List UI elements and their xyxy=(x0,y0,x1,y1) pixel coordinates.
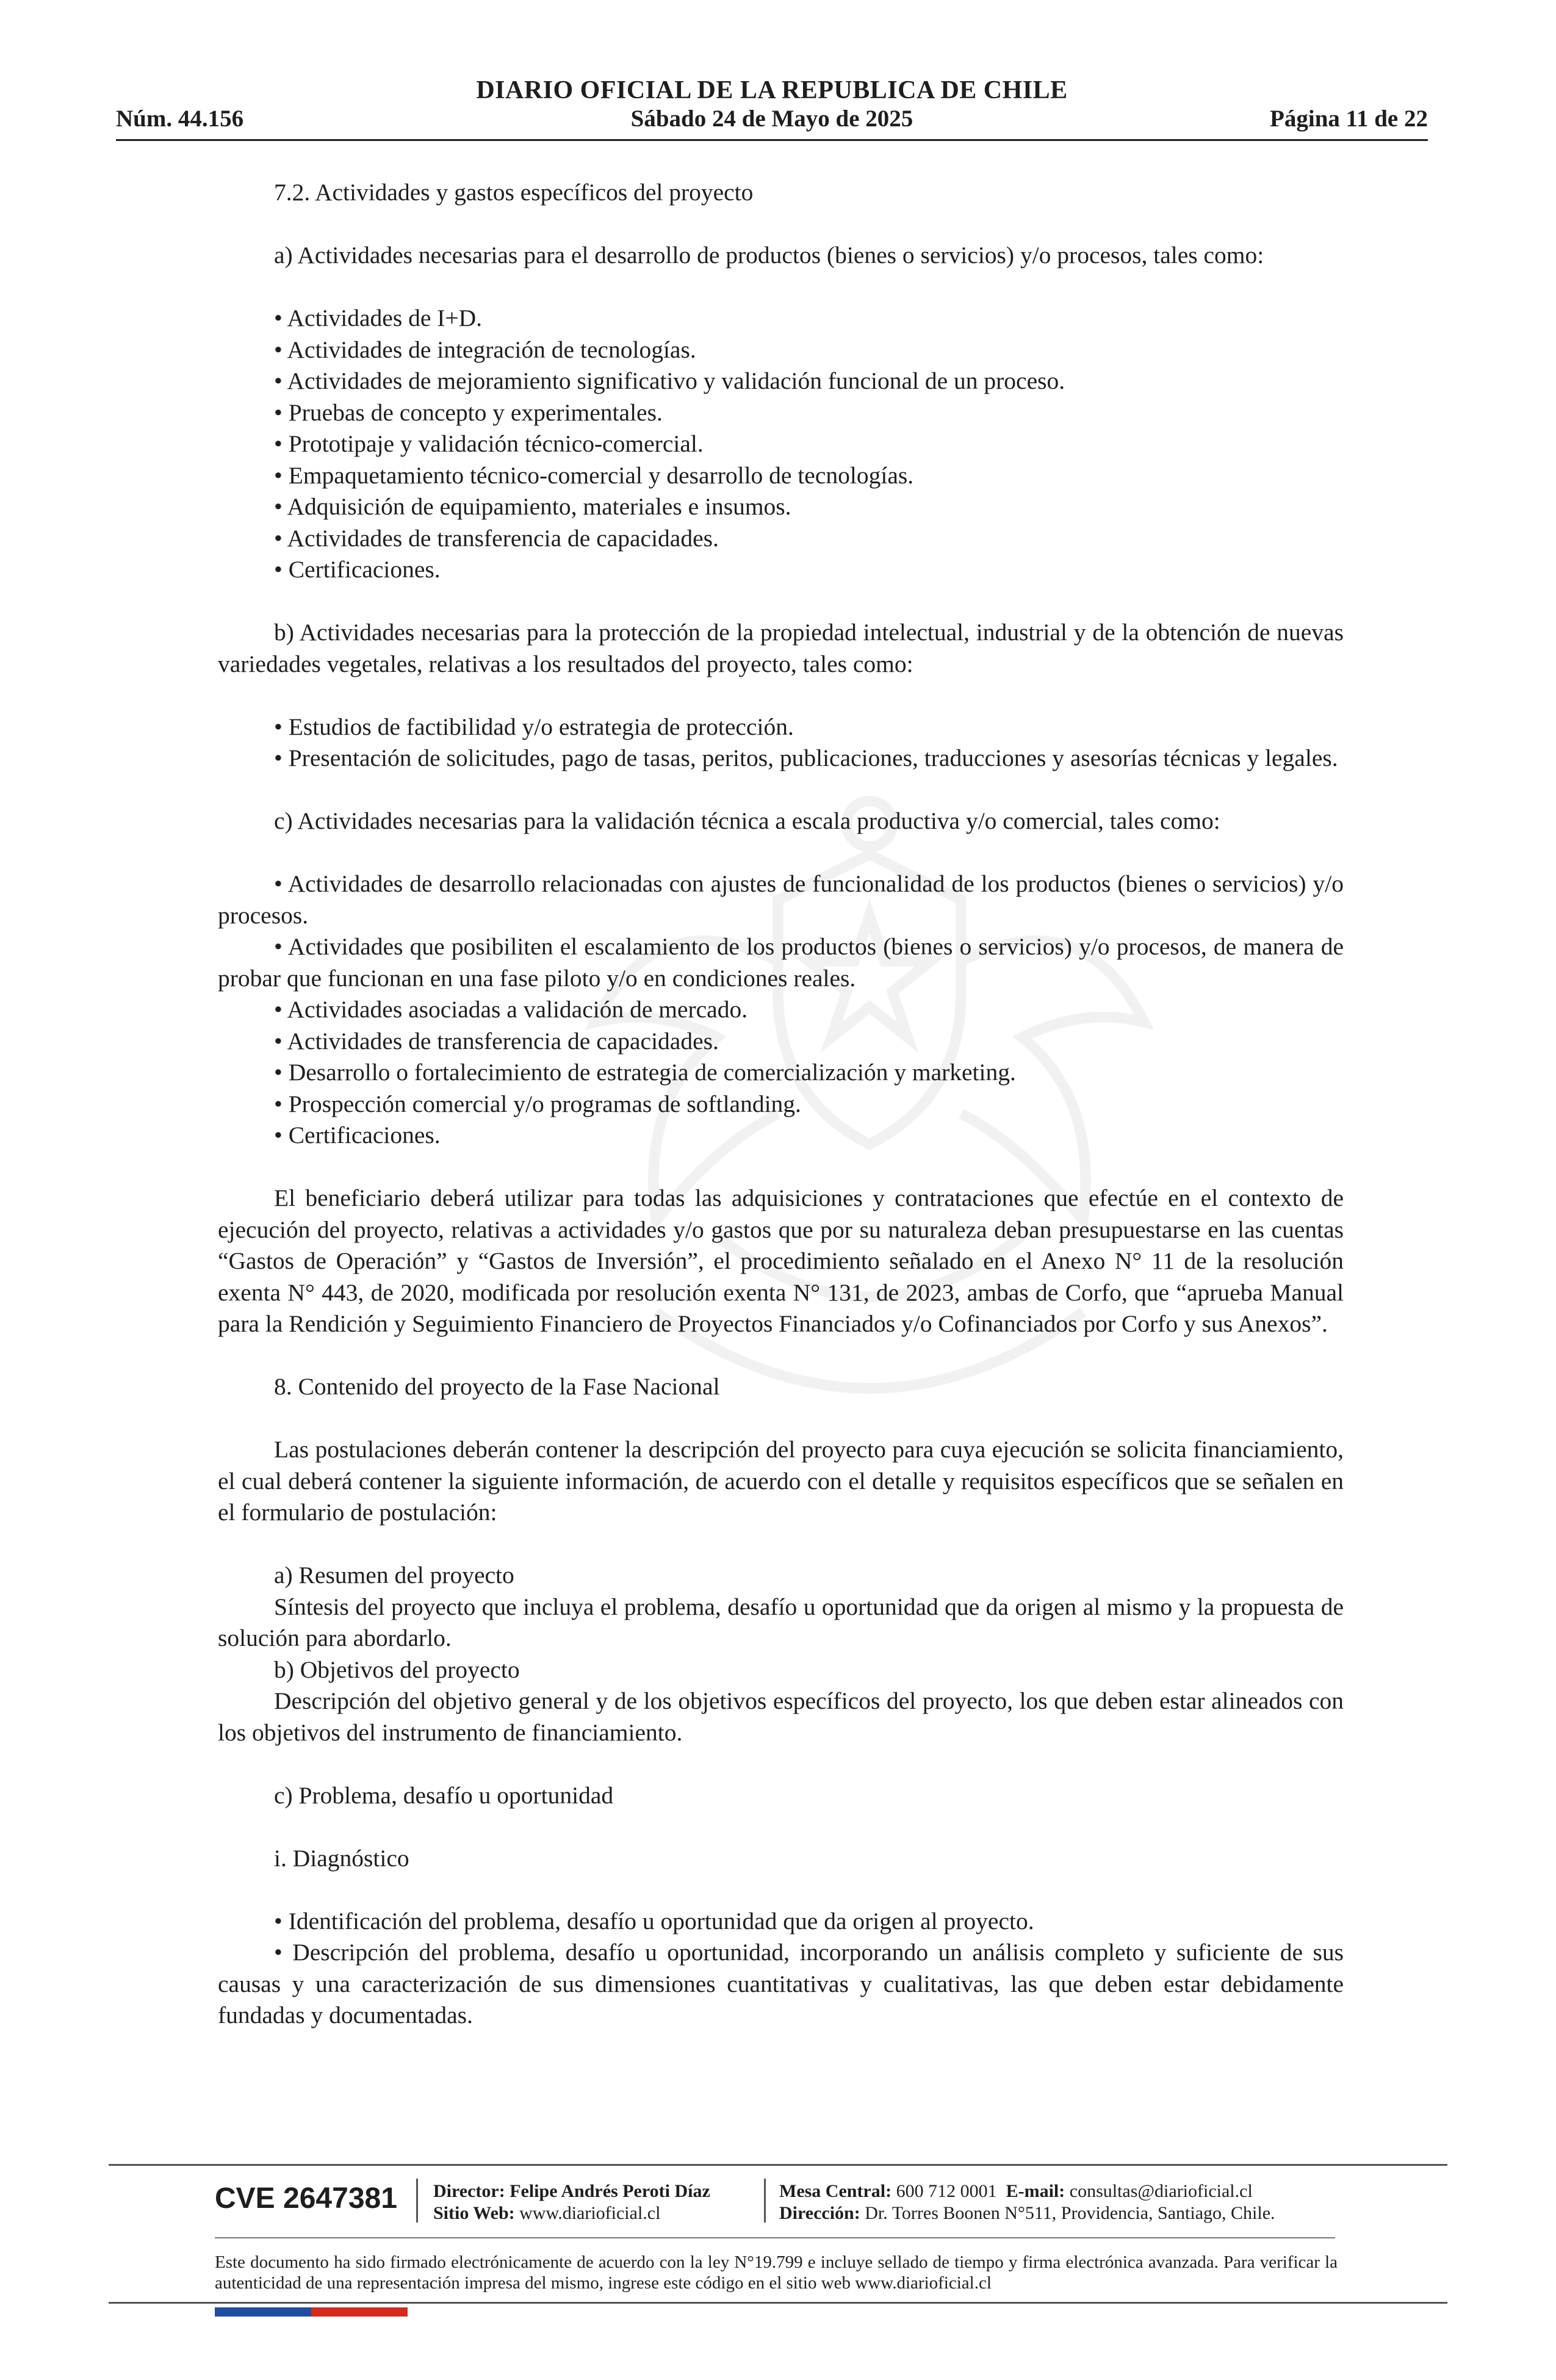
director-label: Director: xyxy=(433,2181,505,2201)
list-item: • Actividades que posibiliten el escalamiento de los productos (bienes o servicios) y/o procesos, de manera de probar que funcionan en una fase piloto y/o en condiciones reales. xyxy=(218,933,1344,992)
list-item: • Actividades asociadas a validación de mercado. xyxy=(274,996,748,1023)
footer-top-rule xyxy=(109,2164,1447,2166)
flag-stripe-blue xyxy=(215,2307,311,2317)
paragraph-gap xyxy=(218,680,1344,712)
paragraph: c) Actividades necesarias para la validación técnica a escala productiva y/o comercial, tales como: xyxy=(274,807,1220,834)
paragraph: i. Diagnóstico xyxy=(274,1844,409,1872)
paragraph: c) Problema, desafío u oportunidad xyxy=(274,1781,614,1809)
page-header xyxy=(116,76,1428,143)
paragraph-gap xyxy=(218,1403,1344,1435)
list-item: • Actividades de transferencia de capacidades. xyxy=(274,524,719,552)
list-item: • Descripción del problema, desafío u oportunidad, incorporando un análisis completo y suficiente de sus causas y una caracterización de sus dimensiones cuantitativas y cualitativas, las que deben estar debidamente fundadas y documentadas. xyxy=(218,1939,1344,2028)
footer-contact-block xyxy=(779,2180,1275,2224)
header-center xyxy=(116,76,1428,133)
footer-divider xyxy=(416,2179,418,2223)
paragraph: Síntesis del proyecto que incluya el problema, desafío u oportunidad que da origen al mismo y la propuesta de solución para abordarlo. xyxy=(218,1593,1344,1651)
paragraph: 7.2. Actividades y gastos específicos del proyecto xyxy=(274,179,754,206)
paragraph: Las postulaciones deberán contener la descripción del proyecto para cuya ejecución se solicita financiamiento, el cual deberá contener la siguiente información, de acuerdo con el detalle y requisitos específicos que se señalen en el formulario de postulación: xyxy=(218,1436,1344,1526)
footer-director-block xyxy=(433,2180,710,2224)
list-item: • Pruebas de concepto y experimentales. xyxy=(274,398,663,426)
flag-stripe-red xyxy=(311,2307,408,2317)
list-item: • Actividades de I+D. xyxy=(274,305,483,331)
email-label: E-mail: xyxy=(1006,2181,1065,2201)
cve-code: CVE 2647381 xyxy=(215,2182,397,2215)
list-item: • Actividades de desarrollo relacionadas con ajustes de funcionalidad de los productos (bienes o servicios) y/o procesos. xyxy=(218,870,1344,929)
paragraph-gap xyxy=(218,1340,1344,1372)
list-item: • Adquisición de equipamiento, materiales e insumos. xyxy=(274,493,791,520)
paragraph: a) Actividades necesarias para el desarrollo de productos (bienes o servicios) y/o procesos, tales como: xyxy=(274,242,1264,269)
list-item: • Estudios de factibilidad y/o estrategia de protección. xyxy=(274,713,794,740)
legal-notice: Este documento ha sido firmado electrónicamente de acuerdo con la ley N°19.799 e incluye sellado de tiempo y firma electrónica avanzada. Para verificar la autenticidad de una representación impresa del mismo, ingrese este código en el sitio web www.diarioficial.cl xyxy=(215,2252,1338,2293)
list-item: • Actividades de transferencia de capacidades. xyxy=(274,1027,719,1055)
paragraph-gap xyxy=(218,774,1344,806)
publication-title: DIARIO OFICIAL DE LA REPUBLICA DE CHILE xyxy=(476,76,1068,104)
paragraph-gap xyxy=(218,209,1344,240)
list-item: • Actividades de integración de tecnologías. xyxy=(274,336,696,363)
paragraph: b) Objetivos del proyecto xyxy=(274,1656,520,1683)
paragraph-gap xyxy=(218,272,1344,303)
footer-mid-rule xyxy=(215,2237,1335,2238)
header-rule xyxy=(116,139,1428,141)
website-label: Sitio Web: xyxy=(433,2203,515,2223)
phone-value: 600 712 0001 xyxy=(896,2181,997,2201)
paragraph: a) Resumen del proyecto xyxy=(274,1562,514,1588)
list-item: • Prototipaje y validación técnico-comercial. xyxy=(274,430,704,457)
address-label: Dirección: xyxy=(779,2203,860,2223)
director-name: Felipe Andrés Peroti Díaz xyxy=(510,2181,710,2201)
paragraph-gap xyxy=(218,586,1344,618)
paragraph: b) Actividades necesarias para la protección de la propiedad intelectual, industrial y de la obtención de nuevas variedades vegetales, relativas a los resultados del proyecto, tales como: xyxy=(218,619,1344,677)
list-item: • Certificaciones. xyxy=(274,1122,441,1149)
list-item: • Actividades de mejoramiento significativo y validación funcional de un proceso. xyxy=(274,367,1065,394)
address-value: Dr. Torres Boonen N°511, Providencia, Santiago, Chile. xyxy=(865,2203,1275,2223)
list-item: • Prospección comercial y/o programas de softlanding. xyxy=(274,1090,801,1117)
email-link[interactable]: consultas@diarioficial.cl xyxy=(1069,2181,1253,2201)
paragraph-gap xyxy=(218,1529,1344,1560)
paragraph: Descripción del objetivo general y de los objetivos específicos del proyecto, los que deben estar alineados con los objetivos del instrumento de financiamiento. xyxy=(218,1687,1344,1746)
website-link[interactable]: www.diarioficial.cl xyxy=(519,2203,661,2223)
list-item: • Certificaciones. xyxy=(274,556,441,583)
list-item: • Identificación del problema, desafío u oportunidad que da origen al proyecto. xyxy=(274,1907,1034,1935)
paragraph-gap xyxy=(218,1152,1344,1183)
issue-number: Núm. 44.156 xyxy=(116,106,244,132)
page-number: Página 11 de 22 xyxy=(1270,106,1428,132)
footer-bottom-rule xyxy=(109,2302,1447,2304)
list-item: • Empaquetamiento técnico-comercial y desarrollo de tecnologías. xyxy=(274,461,914,489)
paragraph: El beneficiario deberá utilizar para todas las adquisiciones y contrataciones que efectúe en el contexto de ejecución del proyecto, relativas a actividades y/o gastos que por su naturaleza deban presupuestarse en las cuentas “Gastos de Operación” y “Gastos de Inversión”, el procedimiento señalado en el Anexo N° 11 de la resolución exenta N° 443, de 2020, modificada por resolución exenta N° 131, de 2023, ambas de Corfo, que “aprueba Manual para la Rendición y Seguimiento Financiero de Proyectos Financiados y/o Cofinanciados por Corfo y sus Anexos”. xyxy=(218,1185,1344,1337)
paragraph-gap xyxy=(218,1874,1344,1906)
phone-label: Mesa Central: xyxy=(779,2181,892,2201)
document-body xyxy=(218,177,1344,2032)
paragraph-gap xyxy=(218,837,1344,869)
paragraph: 8. Contenido del proyecto de la Fase Nacional xyxy=(274,1373,720,1400)
publication-date: Sábado 24 de Mayo de 2025 xyxy=(630,106,913,132)
paragraph-gap xyxy=(218,1811,1344,1843)
paragraph-gap xyxy=(218,1748,1344,1780)
list-item: • Presentación de solicitudes, pago de tasas, peritos, publicaciones, traducciones y asesorías técnicas y legales. xyxy=(274,745,1338,771)
footer-divider xyxy=(764,2179,766,2223)
list-item: • Desarrollo o fortalecimiento de estrategia de comercialización y marketing. xyxy=(274,1059,1016,1086)
